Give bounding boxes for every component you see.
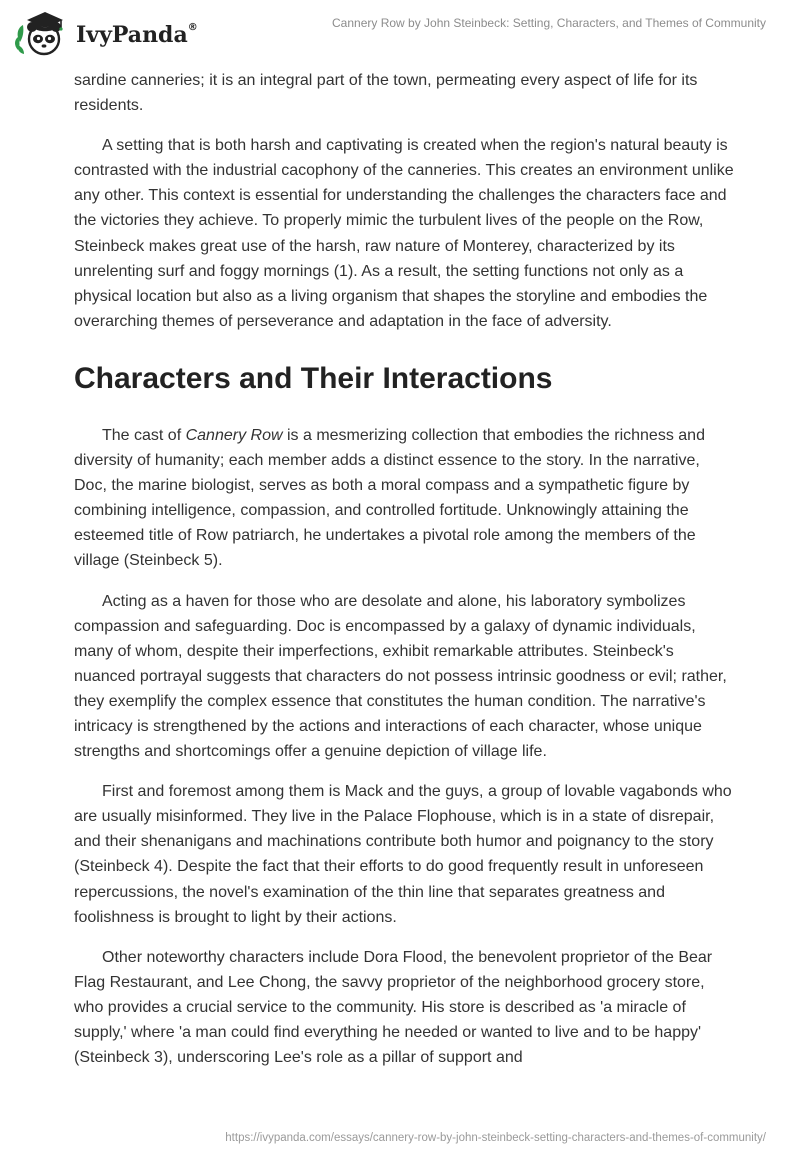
book-title-italic: Cannery Row	[185, 426, 283, 444]
paragraph-other-characters: Other noteworthy characters include Dora Flood, the benevolent proprietor of the Bear Flag Restaurant, and Lee Chong, the savvy proprietor of the neighborhood grocery store, who provides a crucial service to the community. His store is described as 'a miracle of supply,' where 'a man could find everything he needed or wanted to live and to be happy' (Steinbeck 3), underscoring Lee's role as a pillar of support and	[74, 948, 713, 1067]
paragraph-laboratory: Acting as a haven for those who are desolate and alone, his laboratory symbolizes compassion and safeguarding. Doc is encompassed by a galaxy of dynamic individuals, many of whom, despite their imperfections, exhibit remarkable attributes. Steinbeck's nuanced portrayal suggests that characters do not possess intrinsic goodness or evil; rather, they exemplify the complex essence that constitutes the human condition. The narrative's intricacy is strengthened by the actions and interactions of each character, whose unique strengths and shortcomings offer a genuine depiction of village life.	[74, 592, 727, 761]
logo-wordmark: IvyPanda®	[76, 22, 198, 48]
paragraph-cast-prefix: The cast of	[102, 426, 186, 444]
paragraph-cast	[74, 423, 734, 574]
paragraph-setting: A setting that is both harsh and captivating is created when the region's natural beauty is contrasted with the industrial cacophony of the canneries. This creates an environment unlike any other. This context is essential for understanding the challenges the characters face and the victories they achieve. To properly mimic the turbulent lives of the people on the Row, Steinbeck makes great use of the harsh, raw nature of Monterey, characterized by its unrelenting surf and foggy mornings (1). As a result, the setting functions not only as a physical location but also as a living organism that shapes the storyline and embodies the overarching themes of perseverance and adaptation in the face of adversity.	[74, 137, 734, 330]
paragraph-mack: First and foremost among them is Mack and the guys, a group of lovable vagabonds who are usually misinformed. They live in the Palace Flophouse, which is in a state of disrepair, and their shenanigans and machinations contribute both humor and poignancy to the story (Steinbeck 4). Despite the fact that their efforts to do good frequently result in unforeseen repercussions, the novel's examination of the thin line that separates greatness and foolishness is brought to light by their actions.	[74, 783, 732, 926]
source-url-link[interactable]: https://ivypanda.com/essays/cannery-row-by-john-steinbeck-setting-characters-and-themes-of-community/	[225, 1132, 766, 1144]
page-header	[0, 0, 800, 64]
paragraph-continued: sardine canneries; it is an integral part of the town, permeating every aspect of life for its residents.	[74, 72, 698, 115]
section-heading: Characters and Their Interactions	[74, 361, 553, 395]
paragraph-cast-suffix: is a mesmerizing collection that embodies the richness and diversity of humanity; each member adds a distinct essence to the story. In the narrative, Doc, the marine biologist, serves as both a moral compass and a sympathetic figure by combining intelligence, compassion, and controlled fortitude. Unknowingly attaining the esteemed title of Row patriarch, he undertakes a pivotal role among the members of the village (Steinbeck 5).	[74, 426, 705, 570]
panda-graduate-icon	[14, 8, 70, 58]
essay-content	[74, 68, 734, 1085]
ivypanda-logo[interactable]	[14, 8, 198, 58]
document-title: Cannery Row by John Steinbeck: Setting, Characters, and Themes of Community	[332, 16, 766, 30]
registered-mark: ®	[187, 22, 198, 33]
